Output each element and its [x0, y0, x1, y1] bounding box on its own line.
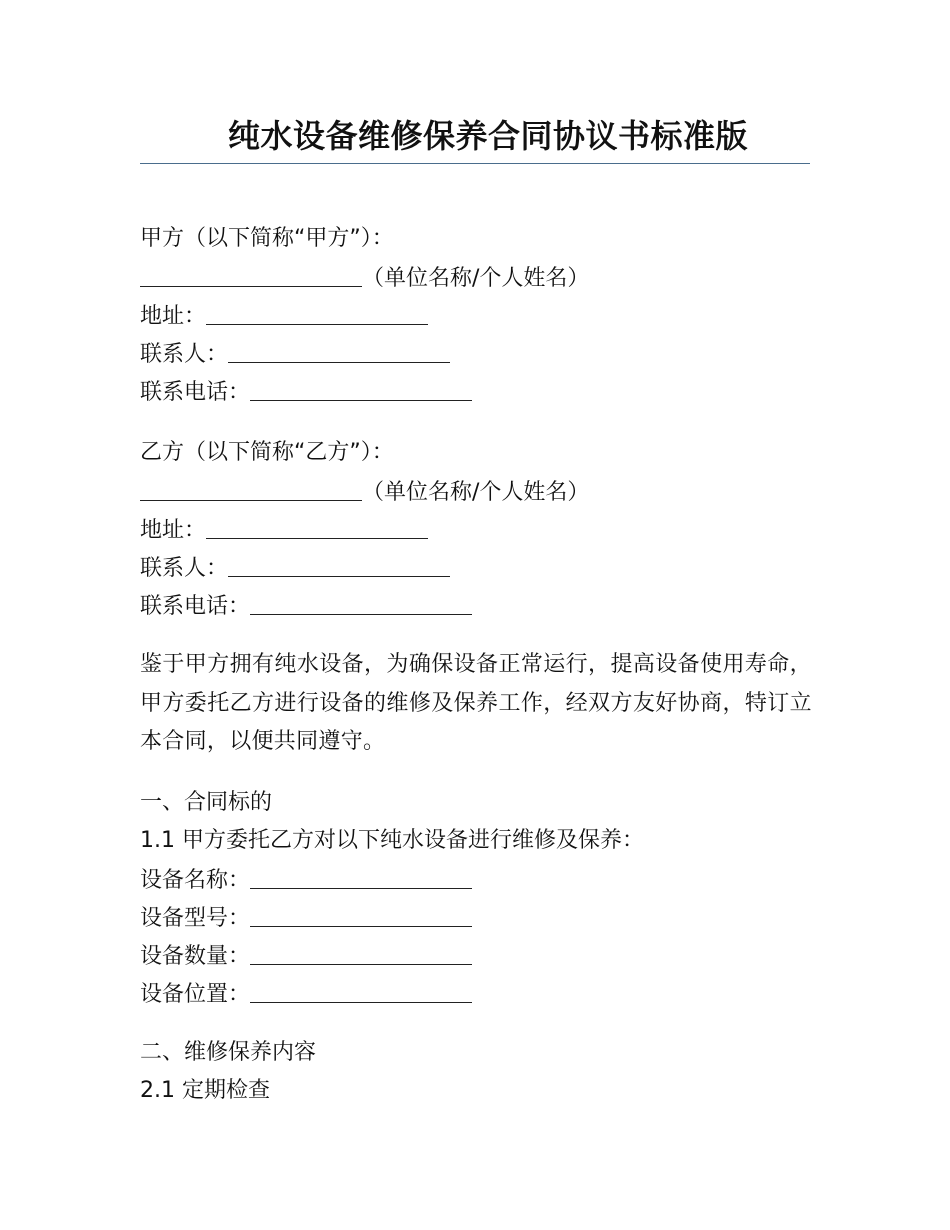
party-a-phone-line — [140, 376, 472, 408]
clause-2-1: 2.1 定期检查 — [140, 1078, 270, 1103]
equipment-quantity-label: 设备数量： — [140, 944, 251, 969]
clause-1-1: 1.1 甲方委托乙方对以下纯水设备进行维修及保养： — [140, 828, 644, 853]
equipment-model-label: 设备型号： — [140, 906, 251, 931]
party-a-phone-label: 联系电话： — [140, 380, 251, 405]
equipment-location-label: 设备位置： — [140, 982, 251, 1007]
party-b-address-label: 地址： — [140, 518, 207, 543]
party-b-name-line — [140, 476, 589, 508]
equipment-location-line — [140, 978, 472, 1010]
party-a-address-label: 地址： — [140, 304, 207, 329]
party-a-heading: 甲方（以下简称“甲方”）： — [140, 226, 394, 251]
party-a-contact-label: 联系人： — [140, 342, 229, 367]
party-a-address-blank[interactable] — [206, 300, 428, 325]
title-underline — [140, 163, 810, 164]
party-b-phone-label: 联系电话： — [140, 594, 251, 619]
party-a-contact-blank[interactable] — [228, 338, 450, 363]
party-b-phone-blank[interactable] — [250, 590, 472, 615]
party-b-contact-label: 联系人： — [140, 556, 229, 581]
party-a-name-note: （单位名称/个人姓名） — [362, 266, 590, 291]
equipment-quantity-blank[interactable] — [250, 940, 472, 965]
equipment-quantity-line — [140, 940, 472, 972]
party-b-contact-blank[interactable] — [228, 552, 450, 577]
equipment-name-label: 设备名称： — [140, 868, 251, 893]
party-b-name-blank[interactable] — [140, 476, 362, 501]
equipment-location-blank[interactable] — [250, 978, 472, 1003]
document-title: 纯水设备维修保养合同协议书标准版 — [227, 117, 748, 155]
party-a-address-line — [140, 300, 428, 332]
party-b-phone-line — [140, 590, 472, 622]
equipment-name-line — [140, 864, 472, 896]
party-b-name-note: （单位名称/个人姓名） — [362, 480, 590, 505]
equipment-model-blank[interactable] — [250, 902, 472, 927]
section1-heading: 一、合同标的 — [140, 790, 273, 815]
party-a-phone-blank[interactable] — [250, 376, 472, 401]
preamble-paragraph: 鉴于甲方拥有纯水设备，为确保设备正常运行，提高设备使用寿命，甲方委托乙方进行设备的维修及保养工作，经双方友好协商，特订立本合同，以便共同遵守。 — [140, 652, 812, 754]
equipment-model-line — [140, 902, 472, 934]
party-b-address-blank[interactable] — [206, 514, 428, 539]
party-b-contact-line — [140, 552, 450, 584]
party-b-heading: 乙方（以下简称“乙方”）： — [140, 440, 394, 465]
section2-heading: 二、维修保养内容 — [140, 1040, 317, 1065]
equipment-name-blank[interactable] — [250, 864, 472, 889]
party-a-name-line — [140, 262, 589, 294]
party-a-contact-line — [140, 338, 450, 370]
party-b-address-line — [140, 514, 428, 546]
party-a-name-blank[interactable] — [140, 262, 362, 287]
